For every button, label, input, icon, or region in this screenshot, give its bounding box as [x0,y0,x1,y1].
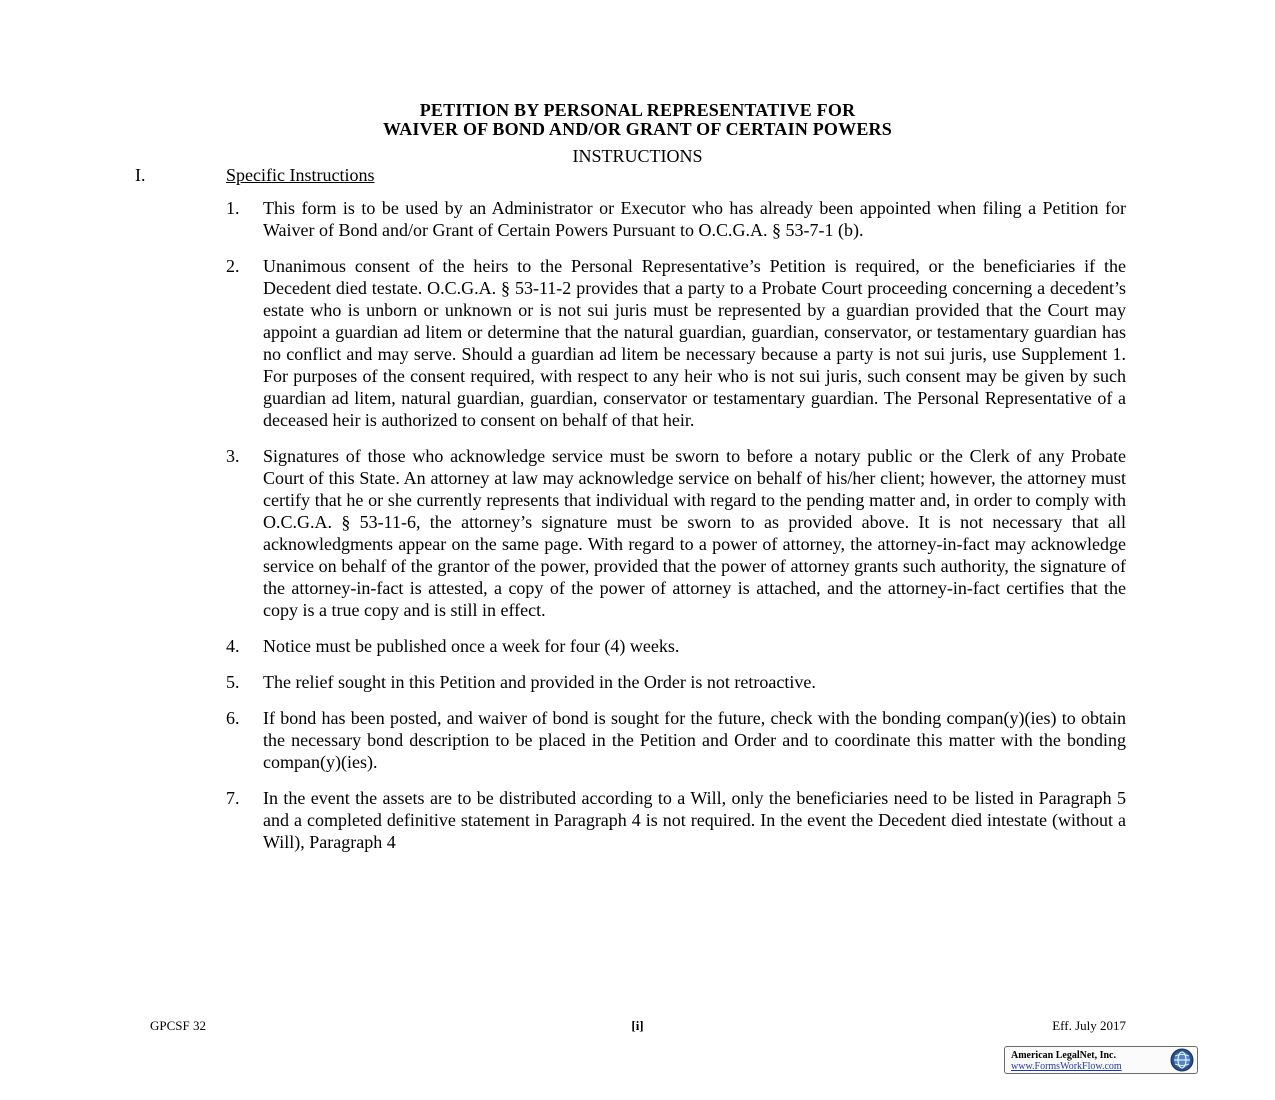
item-number: 4. [226,636,240,656]
list-item [226,445,1126,621]
item-text: In the event the assets are to be distributed according to a Will, only the beneficiaries need to be listed in Paragraph 5 and a completed definitive statement in Paragraph 4 is not required. In the event the Decedent died intestate (without a Will), Paragraph 4 [263,788,1126,852]
item-text: If bond has been posted, and waiver of bond is sought for the future, check with the bonding compan(y)(ies) to obtain the necessary bond description to be placed in the Petition and Order and to coordinate this matter with the bonding compan(y)(ies). [263,708,1126,772]
section-number: I. [135,165,146,185]
item-number: 1. [226,198,240,218]
item-number: 5. [226,672,240,692]
item-number: 3. [226,446,240,466]
list-item [226,255,1126,431]
item-text: Signatures of those who acknowledge service must be sworn to before a notary public or the Clerk of any Probate Court of this State. An attorney at law may acknowledge service on behalf of his/her client; however, the attorney must certify that he or she currently represents that individual with regard to the pending matter and, in order to comply with O.C.G.A. § 53-11-6, the attorney’s signature must be sworn to as provided above. It is not necessary that all acknowledgments appear on the same page. With regard to a power of attorney, the attorney-in-fact may acknowledge service on behalf of the grantor of the power, provided that the power of attorney grants such authority, the signature of the attorney-in-fact is attested, a copy of the power of attorney is attached, and the attorney-in-fact certifies that the copy is a true copy and is still in effect. [263,446,1126,620]
list-item [226,707,1126,773]
american-legalnet-badge[interactable] [1004,1046,1198,1074]
list-item [226,635,1126,657]
item-text: The relief sought in this Petition and provided in the Order is not retroactive. [263,672,816,692]
item-text: Notice must be published once a week for four (4) weeks. [263,636,680,656]
item-number: 6. [226,708,240,728]
list-item [226,787,1126,853]
section-title: Specific Instructions [226,165,375,185]
instruction-list [226,197,1126,1009]
item-text: This form is to be used by an Administrator or Executor who has already been appointed when filing a Petition for Waiver of Bond and/or Grant of Certain Powers Pursuant to O.C.G.A. § 53-7-1 (b). [263,198,1126,240]
list-item [226,197,1126,241]
footer-effective-date: Eff. July 2017 [1052,1018,1126,1033]
title-line-1: PETITION BY PERSONAL REPRESENTATIVE FOR [419,100,856,120]
badge-company: American LegalNet, Inc. [1011,1050,1116,1061]
badge-url-link[interactable]: www.FormsWorkFlow.com [1011,1061,1122,1072]
item-number: 2. [226,256,240,276]
item-text: Unanimous consent of the heirs to the Personal Representative’s Petition is required, or the beneficiaries if the Decedent died testate. O.C.G.A. § 53-11-2 provides that a party to a Probate Court proceeding concerning a decedent’s estate who is unborn or unknown or is not sui juris must be represented by a guardian provided that the Court may appoint a guardian ad litem or determine that the natural guardian, guardian, conservator, or testamentary guardian has no conflict and may serve. Should a guardian ad litem be necessary because a party is not sui juris, use Supplement 1. For purposes of the consent required, with respect to any heir who is not sui juris, such consent may be given by such guardian ad litem, natural guardian, guardian, conservator or testamentary guardian. The Personal Representative of a deceased heir is authorized to consent on behalf of that heir. [263,256,1126,430]
footer-page-number: [i] [631,1018,644,1033]
list-item [226,671,1126,693]
title-line-2: WAIVER OF BOND AND/OR GRANT OF CERTAIN POWERS [383,119,892,139]
subtitle: INSTRUCTIONS [572,146,703,166]
footer-form-id: GPCSF 32 [150,1018,206,1033]
item-number: 7. [226,788,240,808]
globe-logo-icon [1170,1048,1194,1072]
